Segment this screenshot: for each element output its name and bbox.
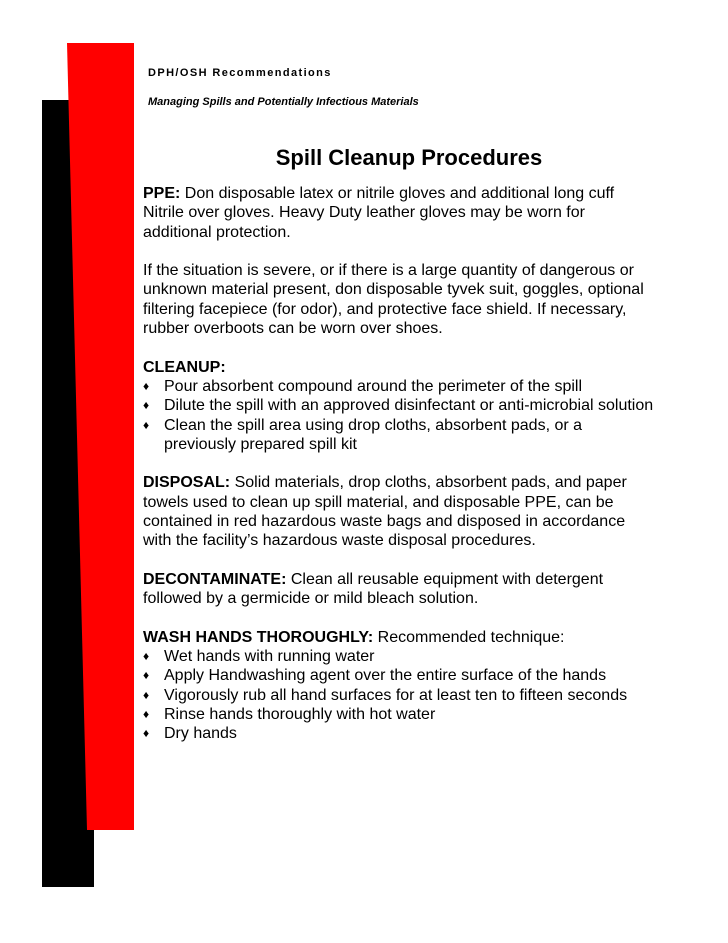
cleanup-list bbox=[143, 377, 688, 454]
wash-label: WASH HANDS THOROUGHLY: bbox=[143, 628, 374, 646]
disposal-label: DISPOSAL: bbox=[143, 474, 231, 492]
decontaminate-label: DECONTAMINATE: bbox=[143, 570, 287, 588]
list-item bbox=[143, 377, 688, 396]
decontaminate-line-1 bbox=[143, 570, 688, 589]
diamond-bullet-icon: ♦ bbox=[143, 417, 150, 432]
cleanup-label: CLEANUP: bbox=[143, 358, 226, 376]
wash-section bbox=[143, 628, 688, 744]
diamond-bullet-icon: ♦ bbox=[143, 668, 150, 683]
list-item bbox=[143, 666, 688, 685]
list-item-text: Dry hands bbox=[164, 725, 237, 743]
diamond-bullet-icon: ♦ bbox=[143, 707, 150, 722]
list-item-text-continued: previously prepared spill kit bbox=[164, 435, 357, 453]
list-item bbox=[143, 705, 688, 724]
disposal-text-1: Solid materials, drop cloths, absorbent pads, and paper bbox=[230, 474, 627, 492]
severe-line-2: unknown material present, don disposable tyvek suit, goggles, optional bbox=[143, 281, 644, 299]
disposal-section bbox=[143, 473, 688, 550]
list-item bbox=[143, 396, 688, 415]
header-org: DPH/OSH Recommendations bbox=[148, 67, 332, 79]
ppe-label: PPE: bbox=[143, 185, 181, 202]
list-item bbox=[143, 724, 688, 743]
wash-heading bbox=[143, 628, 688, 647]
ppe-text-1: Don disposable latex or nitrile gloves and additional long cuff bbox=[180, 185, 615, 202]
ppe-line-3: additional protection. bbox=[143, 223, 291, 241]
decontaminate-text-1: Clean all reusable equipment with detergent bbox=[286, 570, 604, 588]
list-item-text: Dilute the spill with an approved disinfectant or anti-microbial solution bbox=[164, 397, 654, 415]
list-item bbox=[143, 647, 688, 666]
wash-intro: Recommended technique: bbox=[373, 628, 565, 646]
document-body bbox=[143, 184, 688, 744]
disposal-line-3: contained in red hazardous waste bags and disposed in accordance bbox=[143, 513, 626, 531]
list-item-text: Wet hands with running water bbox=[164, 648, 375, 666]
list-item bbox=[143, 686, 688, 705]
list-item-text: Apply Handwashing agent over the entire surface of the hands bbox=[164, 667, 607, 685]
wash-list bbox=[143, 647, 688, 743]
disposal-line-4: with the facility’s hazardous waste disposal procedures. bbox=[143, 532, 536, 550]
ppe-section bbox=[143, 184, 688, 242]
decontaminate-section bbox=[143, 570, 688, 609]
diamond-bullet-icon: ♦ bbox=[143, 687, 150, 702]
diamond-bullet-icon: ♦ bbox=[143, 649, 150, 664]
page-title: Spill Cleanup Procedures bbox=[275, 145, 543, 170]
ppe-line-1 bbox=[143, 184, 688, 203]
header-subtitle: Managing Spills and Potentially Infectious Materials bbox=[148, 96, 419, 108]
severe-line-4: rubber overboots can be worn over shoes. bbox=[143, 320, 443, 338]
list-item-text: Rinse hands thoroughly with hot water bbox=[164, 706, 436, 724]
list-item-text: Pour absorbent compound around the perimeter of the spill bbox=[164, 377, 583, 395]
disposal-line-2: towels used to clean up spill material, and disposable PPE, can be bbox=[143, 493, 614, 511]
list-item bbox=[143, 416, 688, 455]
cleanup-section bbox=[143, 358, 688, 454]
diamond-bullet-icon: ♦ bbox=[143, 398, 150, 413]
decontaminate-line-2: followed by a germicide or mild bleach solution. bbox=[143, 590, 479, 608]
diamond-bullet-icon: ♦ bbox=[143, 378, 150, 393]
diamond-bullet-icon: ♦ bbox=[143, 726, 150, 741]
severe-line-1: If the situation is severe, or if there is a large quantity of dangerous or bbox=[143, 262, 634, 280]
list-item-text: Vigorously rub all hand surfaces for at least ten to fifteen seconds bbox=[164, 686, 628, 704]
severe-line-3: filtering facepiece (for odor), and protective face shield. If necessary, bbox=[143, 300, 627, 318]
severe-section bbox=[143, 261, 688, 338]
disposal-line-1 bbox=[143, 473, 688, 492]
list-item-text: Clean the spill area using drop cloths, absorbent pads, or a bbox=[164, 416, 583, 434]
ppe-line-2: Nitrile over gloves. Heavy Duty leather gloves may be worn for bbox=[143, 204, 585, 222]
